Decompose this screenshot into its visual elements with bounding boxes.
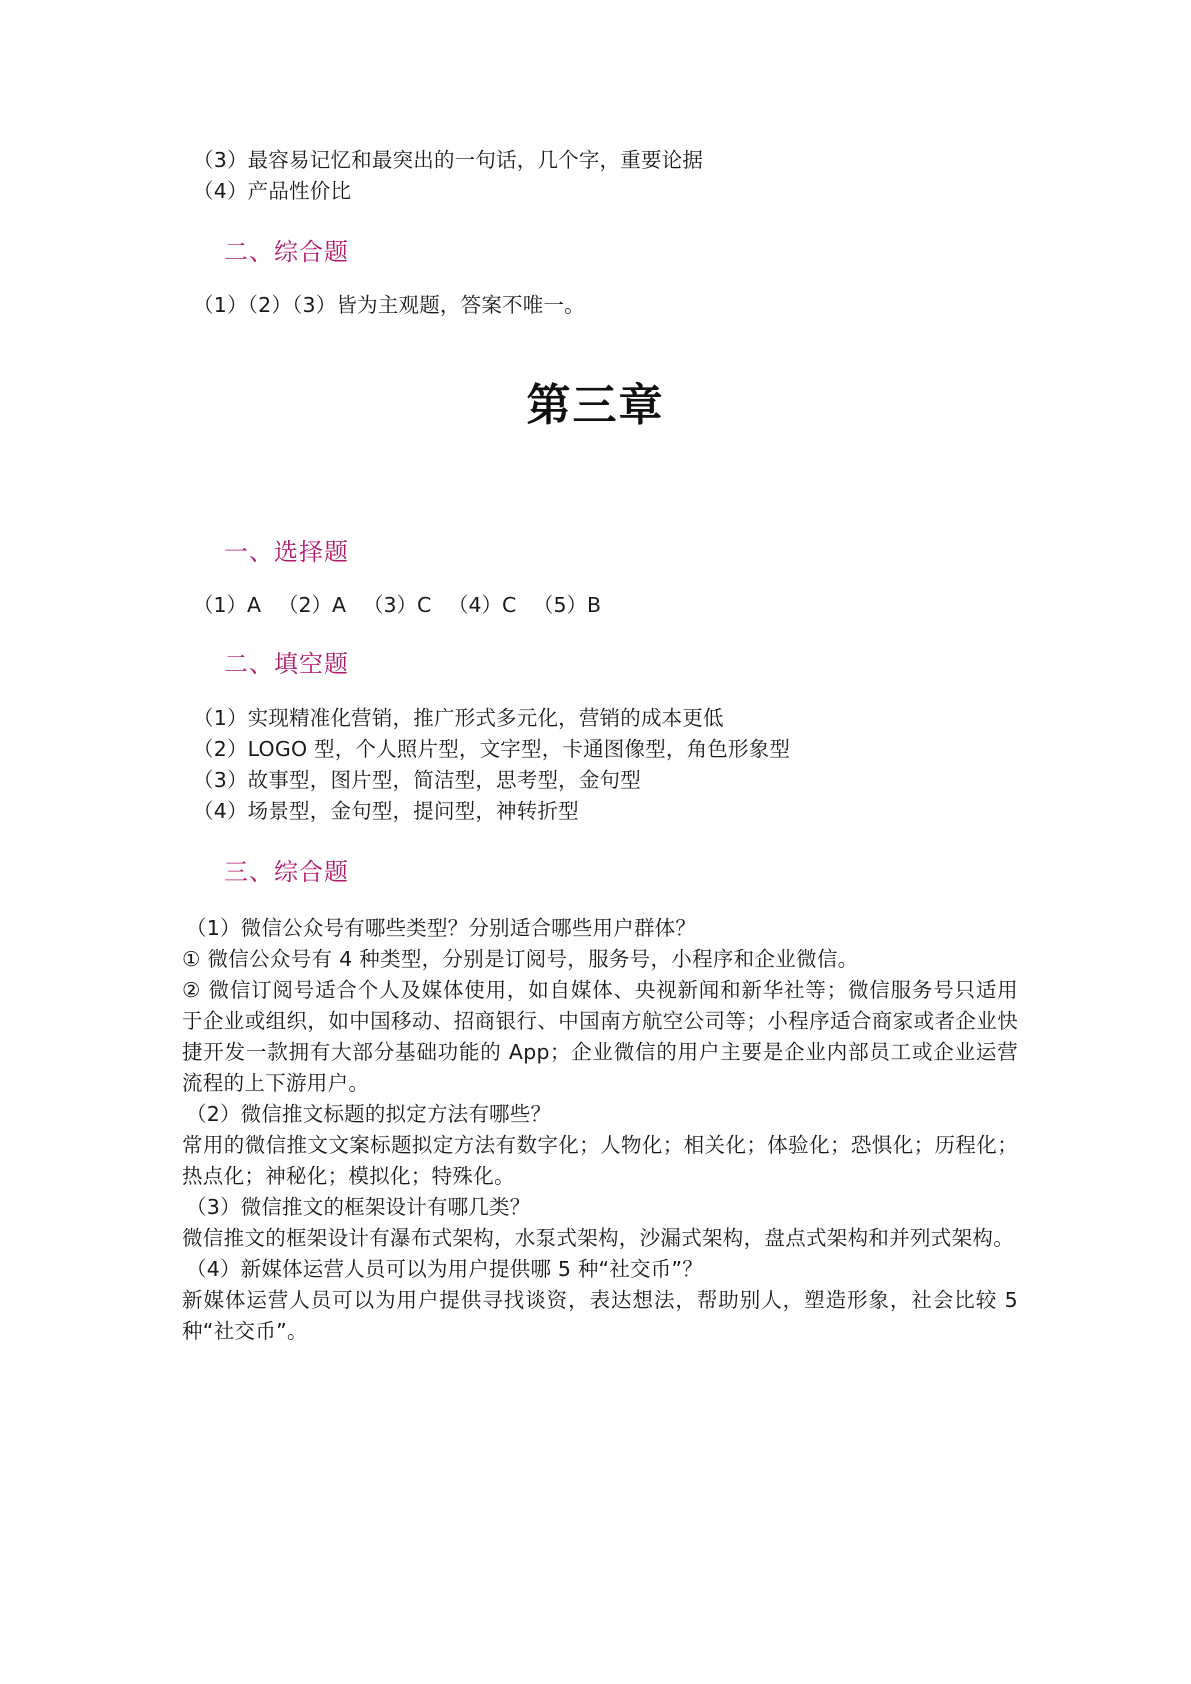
answer-paragraph: ① 微信公众号有 4 种类型，分别是订阅号，服务号，小程序和企业微信。 bbox=[182, 947, 859, 971]
question: （1）微信公众号有哪些类型？分别适合哪些用户群体？ bbox=[186, 916, 697, 940]
choice-answer: （4）C bbox=[448, 593, 517, 617]
answer-paragraph: 微信推文的框架设计有瀑布式架构，水泵式架构，沙漏式架构，盘点式架构和并列式架构。 bbox=[182, 1226, 1014, 1250]
section-heading-comprehensive: 三、综合题 bbox=[224, 858, 349, 886]
chapter-title: 第三章 bbox=[526, 380, 665, 431]
choice-answer: （1）A bbox=[193, 593, 262, 617]
fill-answer: （3）故事型，图片型，简洁型，思考型，金句型 bbox=[193, 768, 641, 792]
answer-paragraph: 新媒体运营人员可以为用户提供寻找谈资，表达想法，帮助别人，塑造形象，社会比较 5 种“社交币”。 bbox=[182, 1288, 1018, 1343]
comprehensive-prev-text: （1）（2）（3）皆为主观题，答案不唯一。 bbox=[193, 293, 585, 317]
answer-paragraph: ② 微信订阅号适合个人及媒体使用，如自媒体、央视新闻和新华社等；微信服务号只适用于企业或组织，如中国移动、招商银行、中国南方航空公司等；小程序适合商家或者企业快捷开发一款拥有大部分基础功能的 App；企业微信的用户主要是企业内部员工或企业运营流程的上下游用户。 bbox=[182, 978, 1018, 1095]
question: （3）微信推文的框架设计有哪几类？ bbox=[186, 1195, 531, 1219]
fill-answer: （1）实现精准化营销，推广形式多元化，营销的成本更低 bbox=[193, 706, 724, 730]
question: （4）新媒体运营人员可以为用户提供哪 5 种“社交币”？ bbox=[186, 1257, 703, 1281]
choice-answer: （2）A bbox=[278, 593, 347, 617]
section-heading-fill: 二、填空题 bbox=[224, 650, 349, 678]
list-item: （3）最容易记忆和最突出的一句话，几个字，重要论据 bbox=[193, 148, 704, 172]
list-item: （4）产品性价比 bbox=[193, 179, 352, 203]
fill-answer: （4）场景型，金句型，提问型，神转折型 bbox=[193, 799, 579, 823]
choice-answer: （3）C bbox=[363, 593, 432, 617]
fill-answer: （2）LOGO 型，个人照片型，文字型，卡通图像型，角色形象型 bbox=[193, 737, 791, 761]
section-heading-choice: 一、选择题 bbox=[224, 538, 349, 566]
answer-paragraph: 常用的微信推文文案标题拟定方法有数字化；人物化；相关化；体验化；恐惧化；历程化；热点化；神秘化；模拟化；特殊化。 bbox=[182, 1133, 1018, 1188]
question: （2）微信推文标题的拟定方法有哪些？ bbox=[186, 1102, 552, 1126]
choice-answer: （5）B bbox=[533, 593, 602, 617]
section-heading-comprehensive-prev: 二、综合题 bbox=[224, 238, 349, 266]
